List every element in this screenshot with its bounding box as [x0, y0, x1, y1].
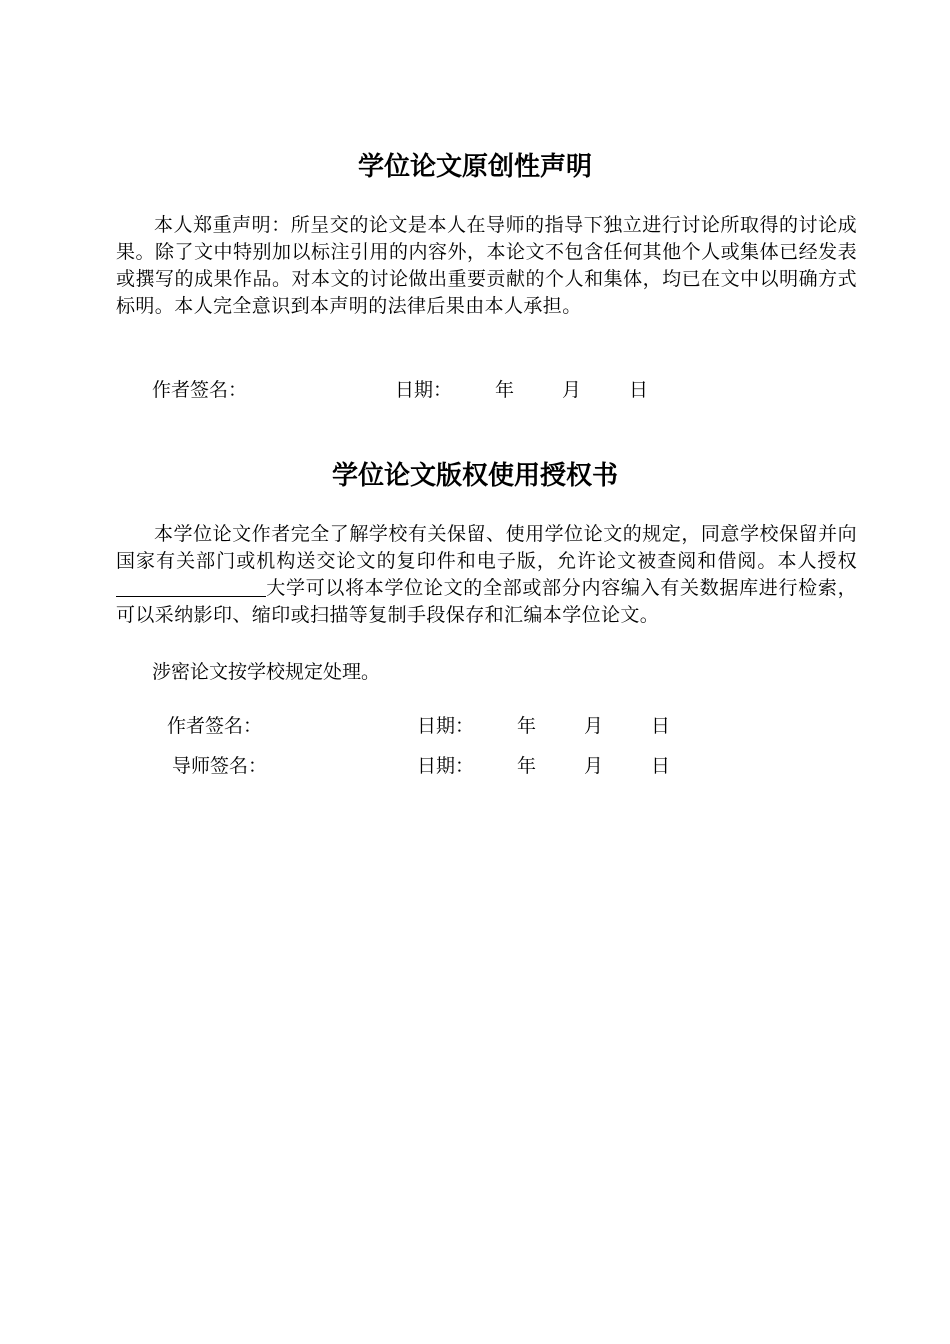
year-label: 年 [517, 755, 537, 777]
date-label: 日期： [417, 755, 475, 777]
date-label: 日期： [417, 715, 475, 737]
date-label: 日期： [395, 379, 453, 401]
authorization-paragraph [116, 521, 857, 629]
university-name-blank[interactable] [116, 576, 266, 597]
month-label: 月 [584, 715, 604, 737]
day-label: 日 [651, 715, 671, 737]
declaration-paragraph: 本人郑重声明：所呈交的论文是本人在导师的指导下独立进行讨论所取得的讨论成果。除了文中特别加以标注引用的内容外，本论文不包含任何其他个人或集体已经发表或撰写的成果作品。对本文的讨论做出重要贡献的个人和集体，均已在文中以明确方式标明。本人完全意识到本声明的法律后果由本人承担。 [116, 214, 857, 317]
authorization-paragraph-part2: 大学可以将本学位论文的全部或部分内容编入有关数据库进行检索，可以采纳影印、缩印或扫描等复制手段保存和汇编本学位论文。 [116, 577, 857, 626]
secret-thesis-note: 涉密论文按学校规定处理。 [152, 661, 381, 683]
day-label: 日 [629, 379, 649, 401]
declaration-title: 学位论文原创性声明 [357, 152, 592, 182]
year-label: 年 [517, 715, 537, 737]
year-label: 年 [495, 379, 515, 401]
day-label: 日 [651, 755, 671, 777]
author-signature-label: 作者签名： [152, 379, 248, 401]
authorization-paragraph-part1: 本学位论文作者完全了解学校有关保留、使用学位论文的规定，同意学校保留并向国家有关部门或机构送交论文的复印件和电子版，允许论文被查阅和借阅。本人授权 [116, 523, 857, 572]
month-label: 月 [584, 755, 604, 777]
supervisor-signature-label: 导师签名： [172, 755, 268, 777]
author-signature-label: 作者签名： [167, 715, 263, 737]
month-label: 月 [562, 379, 582, 401]
authorization-title: 学位论文版权使用授权书 [331, 461, 618, 491]
